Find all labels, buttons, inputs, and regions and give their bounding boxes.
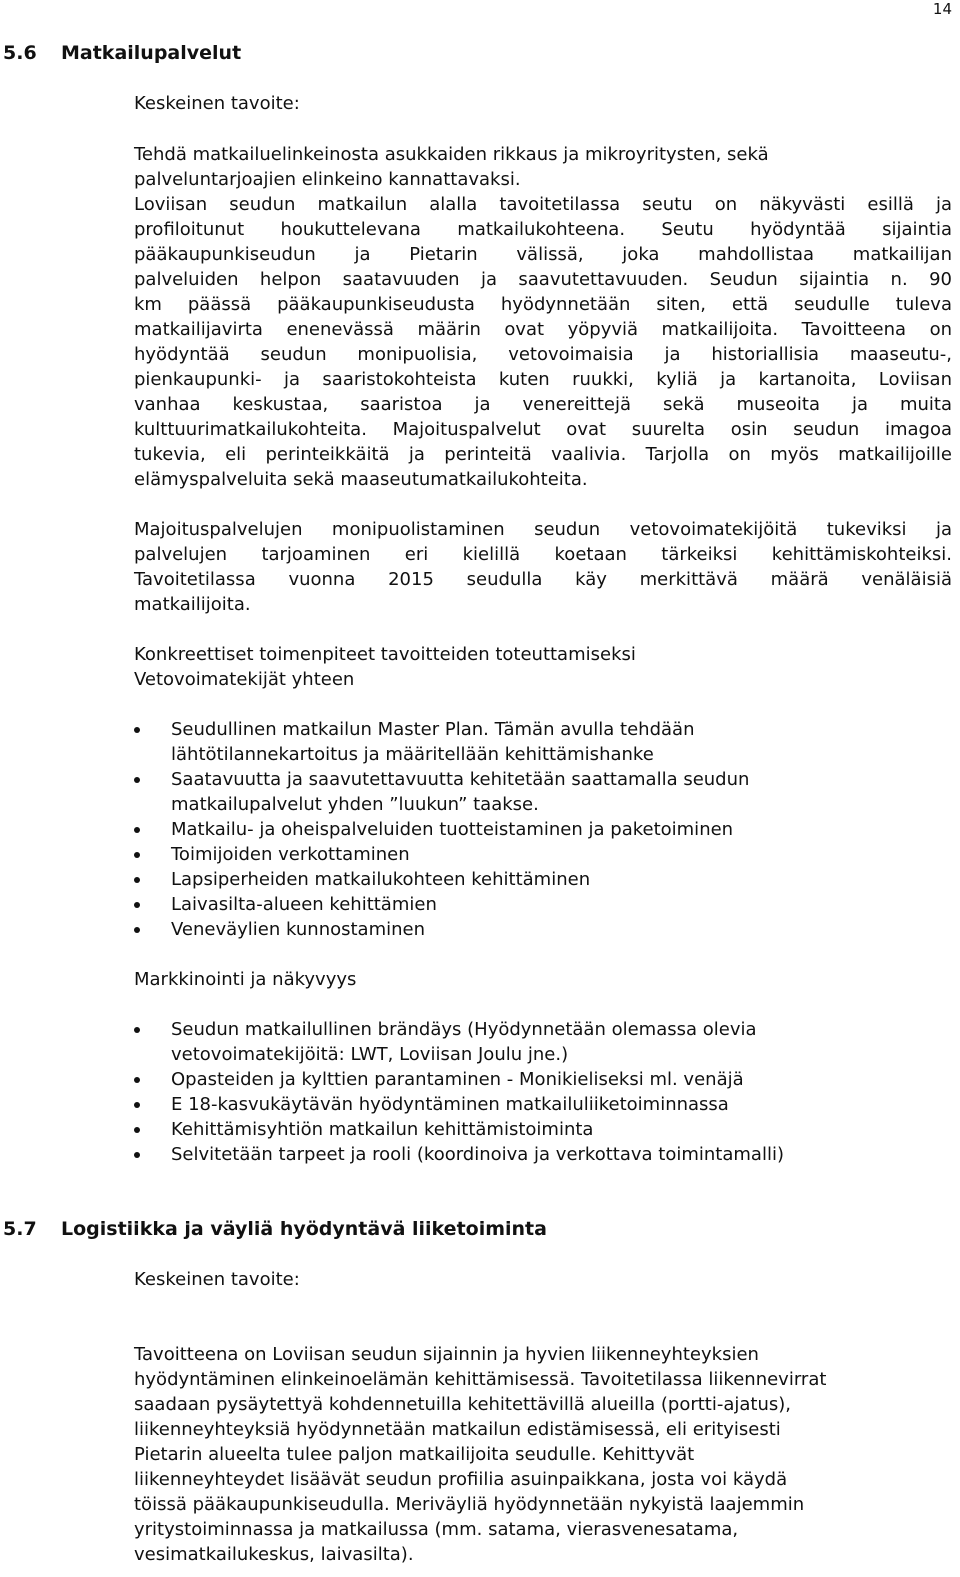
bullet-icon	[134, 1077, 140, 1083]
marketing-heading: Markkinointi ja näkyvyys	[134, 969, 357, 990]
text-line: Vetovoimatekijät yhteen	[134, 669, 355, 690]
text-line: Tavoitetilassa vuonna 2015 seudulla käy merkittävä määrä venäläisiä	[134, 569, 952, 590]
text-line: km päässä pääkaupunkiseudusta hyödynnetään siten, että seudulle tuleva	[134, 294, 952, 315]
bullet-icon	[134, 827, 140, 833]
list-item	[134, 1142, 952, 1167]
list-item-text: Seudullinen matkailun Master Plan. Tämän avulla tehdään	[171, 719, 695, 740]
bullet-icon	[134, 852, 140, 858]
text-line: pienkaupunki- ja saaristokohteista kuten ruukki, kyliä ja kartanoita, Loviisan	[134, 369, 952, 390]
target-state-paragraph	[134, 192, 952, 492]
marketing-list	[134, 1017, 952, 1167]
list-item-text: Selvitetään tarpeet ja rooli (koordinoiva ja verkottava toimintamalli)	[171, 1144, 784, 1165]
section-heading-5-6	[3, 41, 241, 65]
list-item	[134, 1067, 952, 1092]
bullet-icon	[134, 1152, 140, 1158]
list-item-text: Lapsiperheiden matkailukohteen kehittäminen	[171, 869, 591, 890]
list-item-text: lähtötilannekartoitus ja määritellään kehittämishanke	[171, 744, 654, 765]
text-line: palvelujen tarjoaminen eri kielillä koetaan tärkeiksi kehittämiskohteiksi.	[134, 544, 952, 565]
list-item-text: Opasteiden ja kylttien parantaminen - Monikieliseksi ml. venäjä	[171, 1069, 744, 1090]
text-line: palveluntarjoajien elinkeino kannattavaksi.	[134, 169, 521, 190]
text-line: elämyspalveluita sekä maaseutumatkailukohteita.	[134, 469, 588, 490]
text-line: vanhaa keskustaa, saaristoa ja venereittejä sekä museoita ja muita	[134, 394, 952, 415]
text-line: saadaan pysäytettyä kohdennetuilla kehitettävillä alueilla (portti-ajatus),	[134, 1394, 791, 1415]
accommodation-paragraph	[134, 517, 952, 617]
goal-label: Keskeinen tavoite:	[134, 93, 300, 114]
list-item	[134, 842, 952, 867]
list-item-text: Toimijoiden verkottaminen	[171, 844, 410, 865]
text-line: Majoituspalvelujen monipuolistaminen seudun vetovoimatekijöitä tukeviksi ja	[134, 519, 952, 540]
text-line: tukevia, eli perinteikkäitä ja perinteitä vaalivia. Tarjolla on myös matkailijoille	[134, 444, 952, 465]
text-line: Tavoitteena on Loviisan seudun sijainnin ja hyvien liikenneyhteyksien	[134, 1344, 759, 1365]
list-item-text: Saatavuutta ja saavutettavuutta kehitetään saattamalla seudun	[171, 769, 750, 790]
bullet-icon	[134, 1102, 140, 1108]
text-line: Loviisan seudun matkailun alalla tavoitetilassa seutu on näkyvästi esillä ja	[134, 194, 952, 215]
section-title: Logistiikka ja väyliä hyödyntävä liiketoiminta	[61, 1218, 547, 1240]
list-item	[134, 1117, 952, 1142]
text-line: palveluiden helpon saatavuuden ja saavutettavuuden. Seudun sijaintia n. 90	[134, 269, 952, 290]
list-item-text: Laivasilta-alueen kehittämien	[171, 894, 437, 915]
list-item-text: Veneväylien kunnostaminen	[171, 919, 426, 940]
list-item	[134, 717, 952, 767]
section-number: 5.6	[3, 42, 37, 64]
list-item	[134, 892, 952, 917]
logistics-paragraph	[134, 1342, 952, 1567]
actions-list	[134, 717, 952, 942]
bullet-icon	[134, 927, 140, 933]
list-item-text: vetovoimatekijöitä: LWT, Loviisan Joulu jne.)	[171, 1044, 569, 1065]
text-line: vesimatkailukeskus, laivasilta).	[134, 1544, 414, 1565]
text-line: profiloitunut houkuttelevana matkailukohteena. Seutu hyödyntää sijaintia	[134, 219, 952, 240]
text-line: liikenneyhteyksiä hyödynnetään matkailun edistämisessä, eli erityisesti	[134, 1419, 781, 1440]
text-line: pääkaupunkiseudun ja Pietarin välissä, joka mahdollistaa matkailijan	[134, 244, 952, 265]
text-line: yritystoiminnassa ja matkailussa (mm. satama, vierasvenesatama,	[134, 1519, 739, 1540]
list-item-text: E 18-kasvukäytävän hyödyntäminen matkailuliiketoiminnassa	[171, 1094, 729, 1115]
list-item-text: Seudun matkailullinen brändäys (Hyödynnetään olemassa olevia	[171, 1019, 757, 1040]
bullet-icon	[134, 727, 140, 733]
text-line: matkailijoita.	[134, 594, 251, 615]
list-item	[134, 867, 952, 892]
list-item-text: Kehittämisyhtiön matkailun kehittämistoiminta	[171, 1119, 594, 1140]
section-title: Matkailupalvelut	[61, 42, 242, 64]
bullet-icon	[134, 877, 140, 883]
bullet-icon	[134, 1027, 140, 1033]
list-item	[134, 817, 952, 842]
text-line: liikenneyhteydet lisäävät seudun profiilia asuinpaikkana, josta voi käydä	[134, 1469, 788, 1490]
text-line: Konkreettiset toimenpiteet tavoitteiden toteuttamiseksi	[134, 644, 636, 665]
list-item	[134, 767, 952, 817]
bullet-icon	[134, 777, 140, 783]
page-number: 14	[932, 0, 952, 18]
text-line: kulttuurimatkailukohteita. Majoituspalvelut ovat suurelta osin seudun imagoa	[134, 419, 952, 440]
section-heading-5-7	[3, 1217, 547, 1241]
text-line: töissä pääkaupunkiseudulla. Meriväyliä hyödynnetään nykyistä laajemmin	[134, 1494, 805, 1515]
text-line: matkailijavirta enenevässä määrin ovat yöpyviä matkailijoita. Tavoitteena on	[134, 319, 952, 340]
section-number: 5.7	[3, 1218, 37, 1240]
list-item-text: matkailupalvelut yhden ”luukun” taakse.	[171, 794, 539, 815]
text-line: hyödyntäminen elinkeinoelämän kehittämisessä. Tavoitetilassa liikennevirrat	[134, 1369, 827, 1390]
list-item-text: Matkailu- ja oheispalveluiden tuotteistaminen ja paketoiminen	[171, 819, 734, 840]
goal-paragraph	[134, 142, 952, 192]
text-line: hyödyntää seudun monipuolisia, vetovoimaisia ja historiallisia maaseutu-,	[134, 344, 952, 365]
list-item	[134, 917, 952, 942]
list-item	[134, 1092, 952, 1117]
bullet-icon	[134, 902, 140, 908]
goal-label: Keskeinen tavoite:	[134, 1269, 300, 1290]
text-line: Pietarin alueelta tulee paljon matkailijoita seudulle. Kehittyvät	[134, 1444, 695, 1465]
bullet-icon	[134, 1127, 140, 1133]
text-line: Tehdä matkailuelinkeinosta asukkaiden rikkaus ja mikroyritysten, sekä	[134, 144, 769, 165]
actions-heading	[134, 642, 952, 692]
list-item	[134, 1017, 952, 1067]
